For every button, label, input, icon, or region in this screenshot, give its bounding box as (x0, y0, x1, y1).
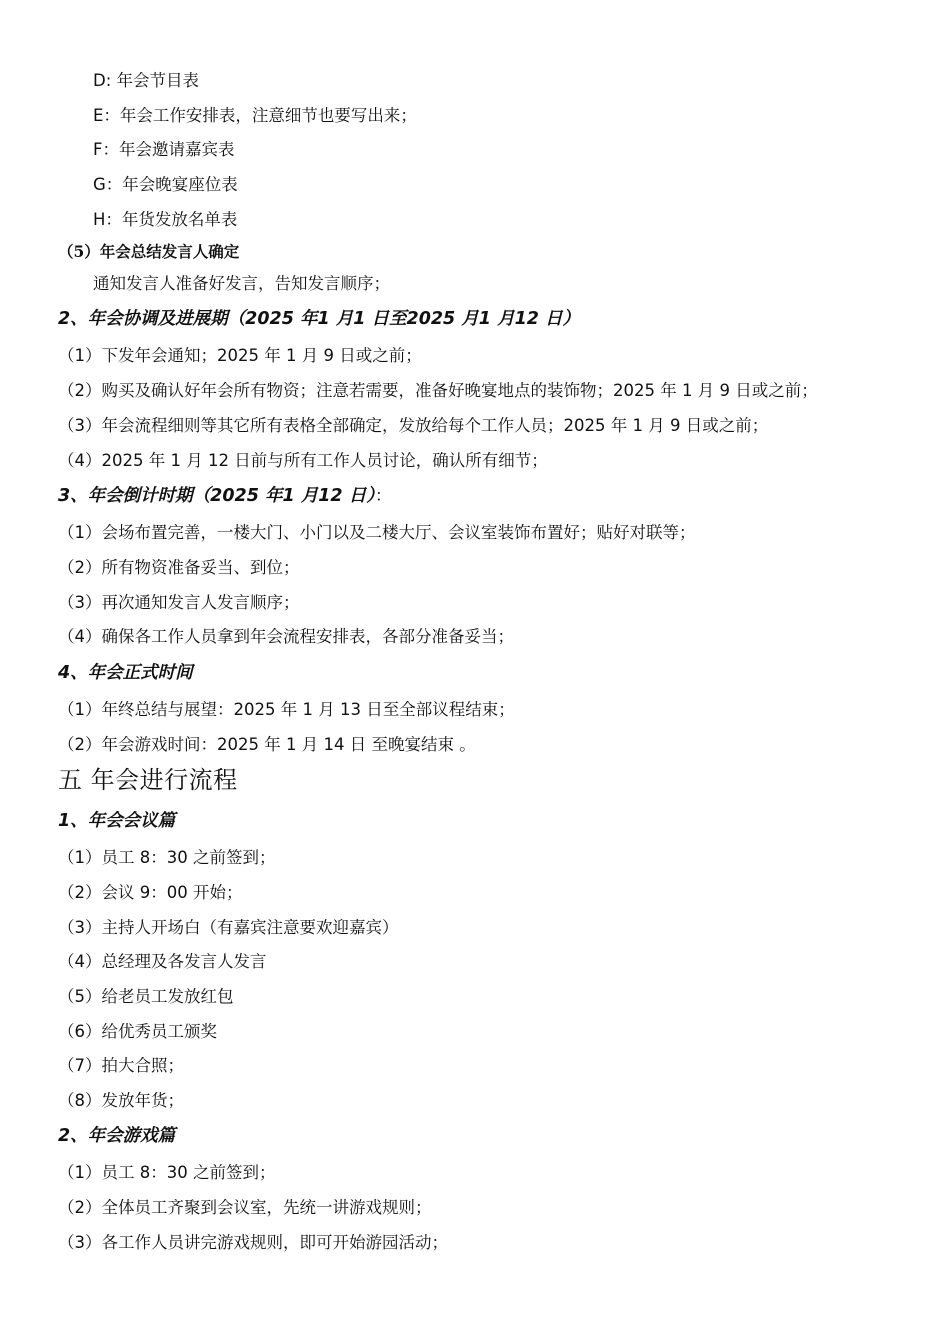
meeting-item: （6）给优秀员工颁奖 (58, 1022, 217, 1041)
list-item-e: E：年会工作安排表，注意细节也要写出来； (93, 106, 417, 125)
meeting-item: （2）会议 9：00 开始； (58, 883, 243, 902)
meeting-item: （8）发放年货； (58, 1091, 184, 1110)
phase4-item: （2）年会游戏时间：2025 年 1 月 14 日 至晚宴结束 。 (58, 735, 476, 754)
phase3-heading-row (58, 488, 391, 506)
phase2-item: （1）下发年会通知；2025 年 1 月 9 日或之前； (58, 346, 422, 365)
phase3-item: （3）再次通知发言人发言顺序； (58, 593, 300, 612)
games-heading: 2、年会游戏篇 (58, 1126, 176, 1146)
notify-speakers-text: 通知发言人准备好发言，告知发言顺序； (93, 274, 390, 293)
games-item: （3）各工作人员讲完游戏规则，即可开始游园活动； (58, 1233, 448, 1252)
list-item-h: H：年货发放名单表 (93, 210, 238, 229)
meeting-item: （4）总经理及各发言人发言 (58, 952, 267, 971)
phase4-item: （1）年终总结与展望：2025 年 1 月 13 日至全部议程结束； (58, 700, 515, 719)
phase2-item: （4）2025 年 1 月 12 日前与所有工作人员讨论，确认所有细节； (58, 451, 548, 470)
phase3-heading: 3、年会倒计时期（2025 年1 月12 日） (58, 486, 375, 506)
phase3-item: （2）所有物资准备妥当、到位； (58, 558, 300, 577)
games-item: （2）全体员工齐聚到会议室，先统一讲游戏规则； (58, 1198, 432, 1217)
phase3-item: （1）会场布置完善，一楼大门、小门以及二楼大厅、会议室装饰布置好；贴好对联等； (58, 523, 696, 542)
phase3-heading-colon: ： (374, 486, 392, 505)
list-item-f: F：年会邀请嘉宾表 (93, 140, 235, 159)
meeting-item: （1）员工 8：30 之前签到； (58, 848, 276, 867)
meeting-heading: 1、年会会议篇 (58, 811, 176, 831)
list-item-d: D: 年会节目表 (93, 71, 200, 90)
phase4-heading: 4、年会正式时间 (58, 663, 193, 683)
games-item: （1）员工 8：30 之前签到； (58, 1163, 276, 1182)
meeting-item: （3）主持人开场白（有嘉宾注意要欢迎嘉宾） (58, 918, 399, 937)
meeting-item: （7）拍大合照； (58, 1056, 184, 1075)
phase3-item: （4）确保各工作人员拿到年会流程安排表，各部分准备妥当； (58, 627, 514, 646)
sub-heading-speaker: （5）年会总结发言人确定 (58, 242, 240, 261)
section-title: 五 年会进行流程 (58, 766, 238, 794)
phase2-item: （3）年会流程细则等其它所有表格全部确定，发放给每个工作人员；2025 年 1 月 9 日或之前； (58, 416, 769, 435)
meeting-item: （5）给老员工发放红包 (58, 987, 234, 1006)
phase2-heading: 2、年会协调及进展期（2025 年1 月1 日至2025 月1 月12 日） (58, 309, 581, 329)
phase2-item: （2）购买及确认好年会所有物资；注意若需要，准备好晚宴地点的装饰物；2025 年 1 月 9 日或之前； (58, 381, 818, 400)
list-item-g: G：年会晚宴座位表 (93, 175, 238, 194)
